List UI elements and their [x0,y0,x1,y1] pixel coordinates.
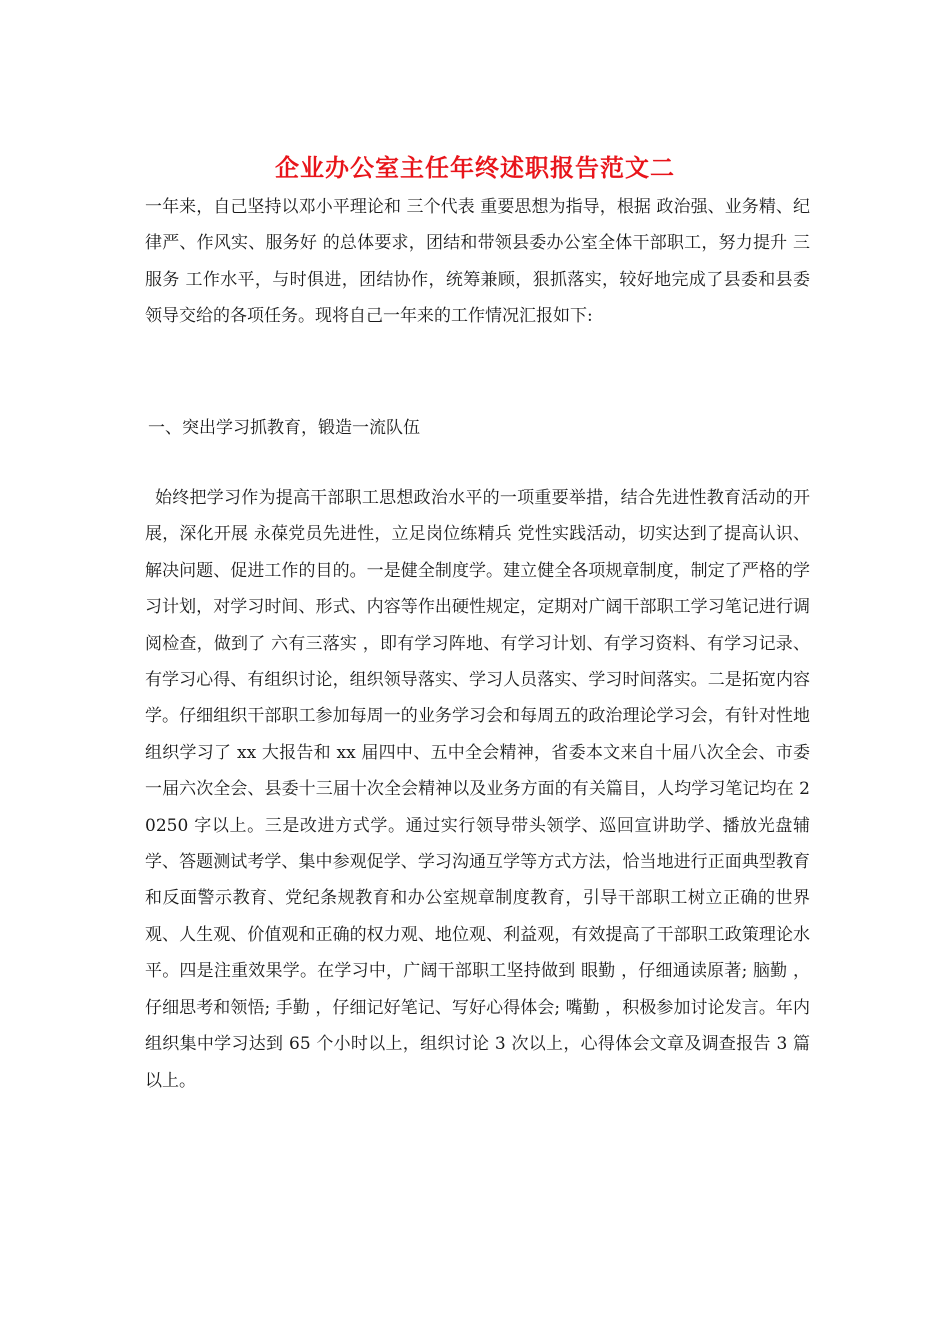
intro-paragraph: 一年来，自己坚持以邓小平理论和 三个代表 重要思想为指导，根据 政治强、业务精、纪律严、作风实、服务好 的总体要求，团结和带领县委办公室全体干部职工，努力提升 三服务 工作水平，与时俱进，团结协作，统筹兼顾，狠抓落实，较好地完成了县委和县委领导交给的各项任务。现将自己一年来的工作情况汇报如下: [145,197,810,327]
document-title: 企业办公室主任年终述职报告范文二 [275,153,675,182]
section-heading: 一、突出学习抓教育，锻造一流队伍 [148,418,420,438]
section-body-paragraph: 始终把学习作为提高干部职工思想政治水平的一项重要举措，结合先进性教育活动的开展，深化开展 永葆党员先进性，立足岗位练精兵 党性实践活动，切实达到了提高认识、解决问题、促进工作的目的。一是健全制度学。建立健全各项规章制度，制定了严格的学习计划，对学习时间、形式、内容等作出硬性规定，定期对广阔干部职工学习笔记进行调阅检查，做到了 六有三落实 ，即有学习阵地、有学习计划、有学习资料、有学习记录、有学习心得、有组织讨论，组织领导落实、学习人员落实、学习时间落实。二是拓宽内容学。仔细组织干部职工参加每周一的业务学习会和每周五的政治理论学习会，有针对性地组织学习了 xx 大报告和 xx 届四中、五中全会精神，省委本文来自十届八次全会、市委一届六次全会、县委十三届十次全会精神以及业务方面的有关篇目，人均学习笔记均在 20250 字以上。三是改进方式学。通过实行领导带头领学、巡回宣讲助学、播放光盘辅学、答题测试考学、集中参观促学、学习沟通互学等方式方法，恰当地进行正面典型教育和反面警示教育、党纪条规教育和办公室规章制度教育，引导干部职工树立正确的世界观、人生观、价值观和正确的权力观、地位观、利益观，有效提高了干部职工政策理论水平。四是注重效果学。在学习中，广阔干部职工坚持做到 眼勤 ，仔细通读原著; 脑勤 ，仔细思考和领悟; 手勤 ，仔细记好笔记、写好心得体会; 嘴勤 ，积极参加讨论发言。年内组织集中学习达到 65 个小时以上，组织讨论 3 次以上，心得体会文章及调查报告 3 篇以上。 [145,488,810,1091]
